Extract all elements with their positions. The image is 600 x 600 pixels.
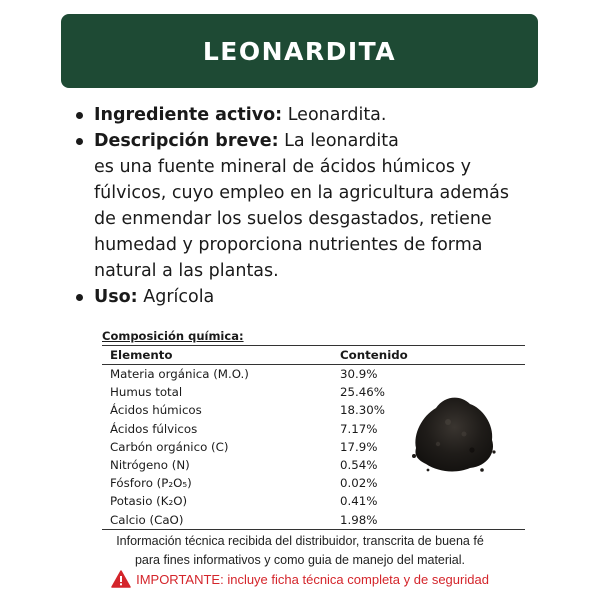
content-cell: 0.41% — [340, 494, 378, 509]
element-cell: Materia orgánica (M.O.) — [110, 367, 249, 382]
element-cell: Ácidos húmicos — [110, 403, 202, 418]
table-row — [102, 492, 525, 510]
description-label: Descripción breve: — [94, 131, 279, 151]
element-cell: Calcio (CaO) — [102, 511, 332, 530]
title-banner — [61, 14, 538, 88]
page-title: LEONARDITA — [202, 36, 397, 66]
table-row — [102, 511, 525, 530]
element-cell: Ácidos fúlvicos — [110, 421, 198, 436]
description-line: humedad y proporciona nutrientes de forma — [94, 235, 483, 255]
use-label: Uso: — [94, 287, 138, 307]
active-ingredient-value: Leonardita. — [287, 105, 387, 125]
bullet-active-ingredient — [72, 102, 542, 128]
disclaimer-line: Información técnica recibida del distribuidor, transcrita de buena fé — [116, 534, 484, 548]
use-value: Agrícola — [143, 287, 215, 307]
column-header-element: Elemento — [102, 346, 332, 365]
disclaimer — [0, 532, 600, 570]
soil-powder-image — [408, 386, 498, 474]
content-cell: 7.17% — [340, 421, 378, 436]
warning-triangle-icon — [111, 570, 131, 588]
bullet-description — [72, 128, 542, 284]
element-cell: Fósforo (P₂O₅) — [110, 476, 192, 491]
info-list — [72, 102, 542, 310]
content-cell: 0.54% — [340, 458, 378, 473]
bullet-use — [72, 284, 542, 310]
table-row — [102, 365, 525, 384]
content-cell: 17.9% — [340, 439, 378, 454]
description-line: natural a las plantas. — [94, 261, 279, 281]
composition-title: Composición química: — [102, 329, 244, 343]
content-cell: 18.30% — [340, 403, 385, 418]
description-line: es una fuente mineral de ácidos húmicos y — [94, 157, 471, 177]
element-cell: Carbón orgánico (C) — [110, 439, 229, 454]
description-line: de enmendar los suelos desgastados, retiene — [94, 209, 492, 229]
content-cell: 0.02% — [340, 476, 378, 491]
table-row — [102, 474, 525, 492]
content-cell: 25.46% — [340, 385, 385, 400]
column-header-content: Contenido — [332, 346, 525, 365]
content-cell: 30.9% — [340, 367, 378, 382]
element-cell: Humus total — [110, 385, 183, 400]
element-cell: Nitrógeno (N) — [110, 458, 190, 473]
important-notice — [0, 570, 600, 588]
important-text: IMPORTANTE: incluye ficha técnica completa y de seguridad — [136, 571, 489, 587]
table-header-row — [102, 346, 525, 365]
element-cell: Potasio (K₂O) — [110, 494, 188, 509]
disclaimer-line: para fines informativos y como guia de manejo del material. — [134, 553, 466, 567]
content-cell: 1.98% — [332, 511, 525, 530]
active-ingredient-label: Ingrediente activo: — [94, 105, 283, 125]
description-line: La leonardita — [284, 131, 399, 151]
description-line: fúlvicos, cuyo empleo en la agricultura además — [94, 183, 510, 203]
